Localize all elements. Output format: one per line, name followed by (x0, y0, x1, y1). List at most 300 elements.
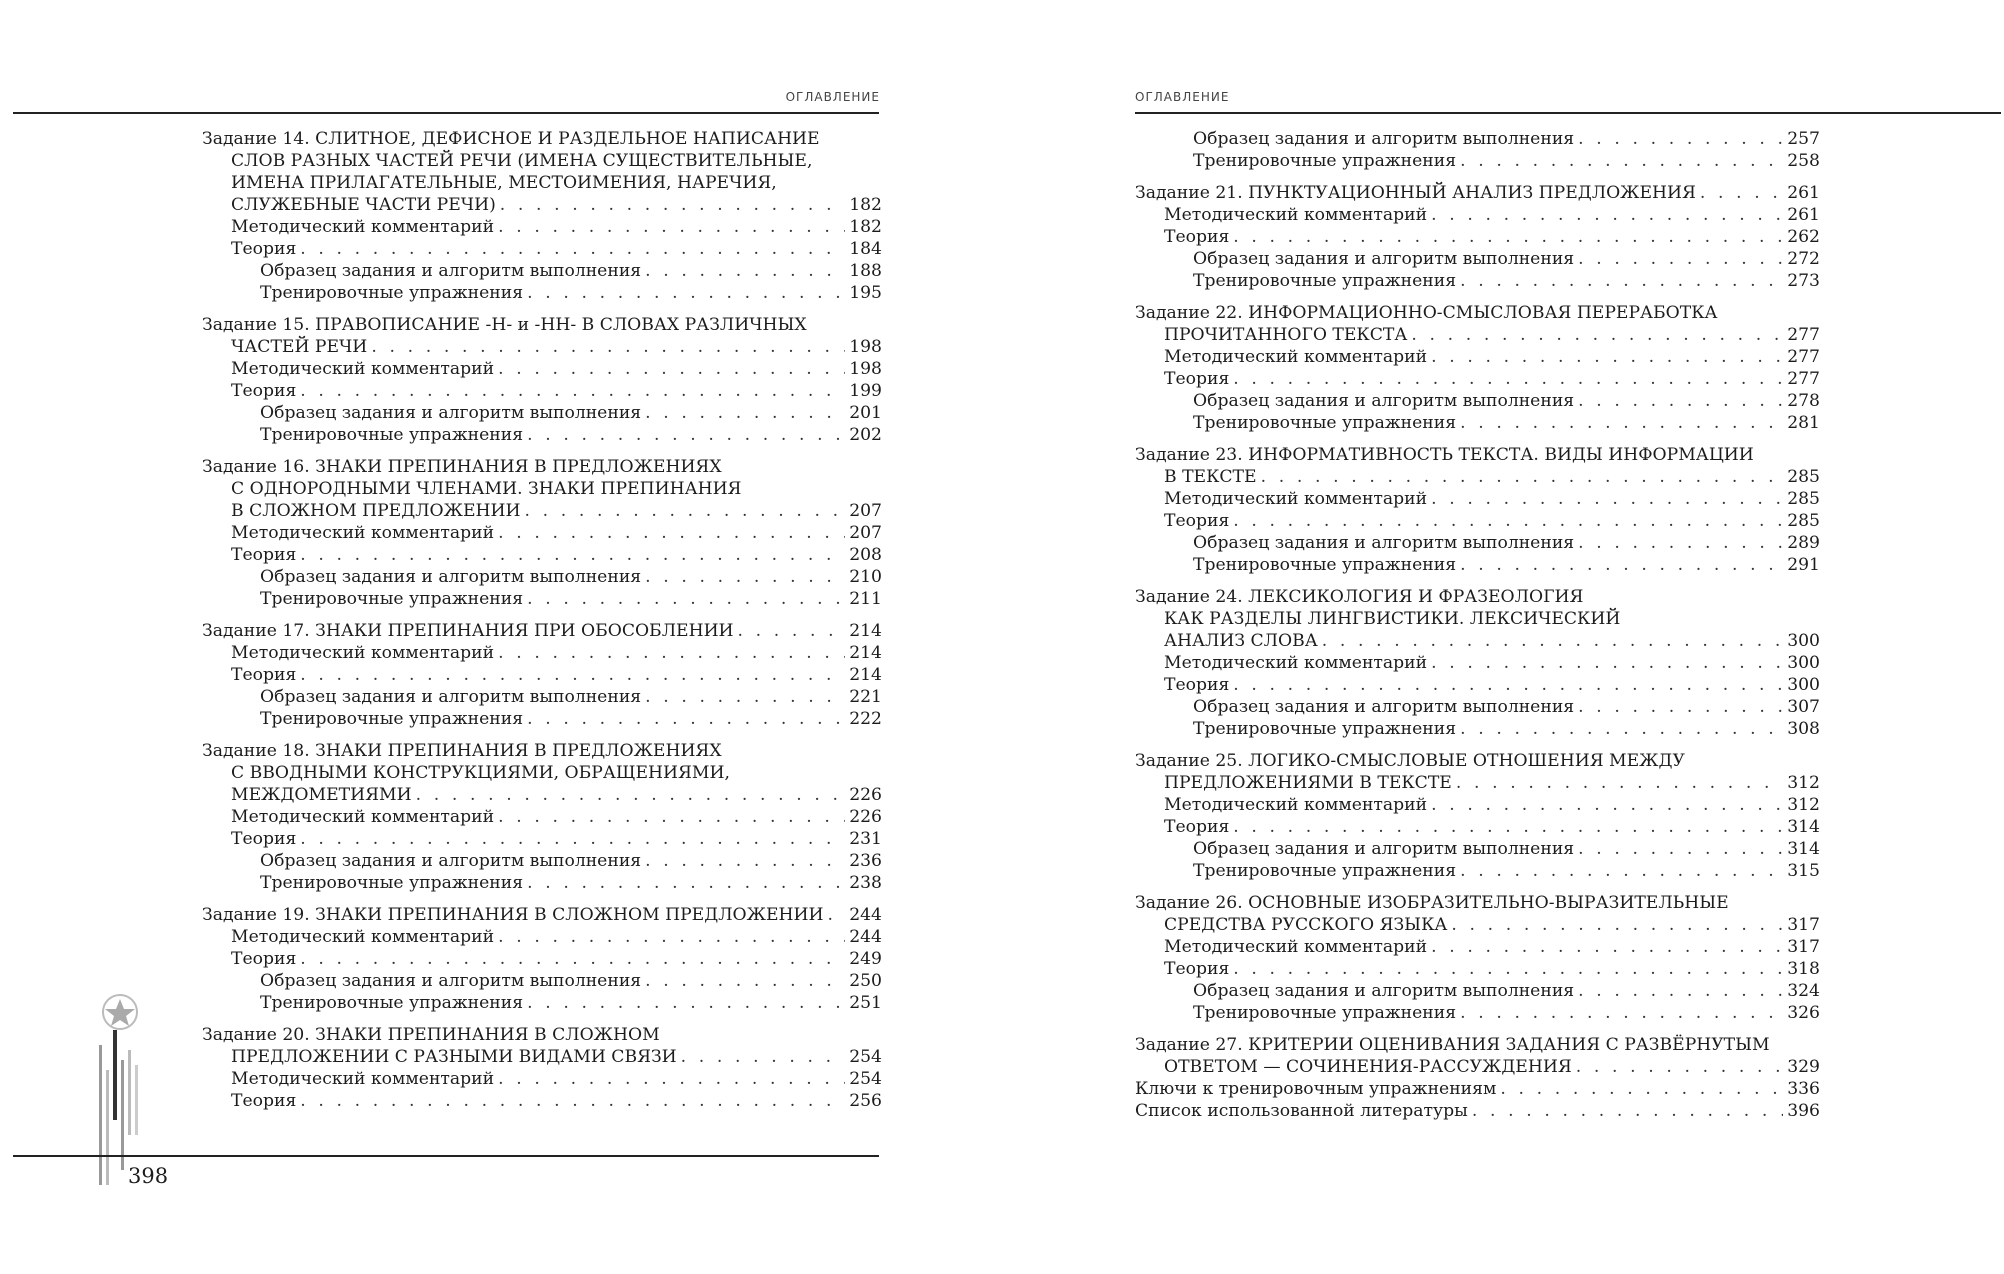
dot-leader (300, 948, 845, 970)
dot-leader (1261, 466, 1784, 488)
toc-entry-label: Задание 19. ЗНАКИ ПРЕПИНАНИЯ В СЛОЖНОМ ПРЕДЛОЖЕНИИ (202, 905, 824, 925)
toc-entry-label: С ВВОДНЫМИ КОНСТРУКЦИЯМИ, ОБРАЩЕНИЯМИ, (231, 763, 730, 783)
toc-task-entry (202, 314, 882, 446)
toc-subentry (1135, 958, 1820, 980)
dot-leader (300, 828, 845, 850)
dot-leader (1322, 630, 1783, 652)
toc-continuation (1135, 128, 1820, 172)
toc-entry-label: Образец задания и алгоритм выполнения (260, 403, 642, 423)
dot-leader (1233, 510, 1783, 532)
dot-leader (1431, 488, 1783, 510)
toc-page-number: 278 (1787, 391, 1820, 411)
toc-task-entry (1135, 1034, 1820, 1122)
dot-leader (300, 1090, 845, 1112)
toc-entry-label: ПРЕДЛОЖЕНИЯМИ В ТЕКСТЕ (1164, 773, 1452, 793)
toc-entry-label: КАК РАЗДЕЛЫ ЛИНГВИСТИКИ. ЛЕКСИЧЕСКИЙ (1164, 609, 1621, 629)
toc-entry-label: Задание 22. ИНФОРМАЦИОННО-СМЫСЛОВАЯ ПЕРЕРАБОТКА (1135, 303, 1718, 323)
dot-leader (1431, 936, 1783, 958)
toc-page-number: 249 (849, 949, 882, 969)
toc-entry-label: Методический комментарий (231, 1069, 495, 1089)
toc-task-heading-line (1135, 914, 1820, 936)
toc-task-entry (1135, 750, 1820, 882)
toc-subentry (1135, 1100, 1820, 1122)
toc-task-entry (1135, 892, 1820, 1024)
toc-page-number: 324 (1787, 981, 1820, 1001)
toc-page-number: 314 (1787, 839, 1820, 859)
toc-entry-label: ПРЕДЛОЖЕНИИ С РАЗНЫМИ ВИДАМИ СВЯЗИ (231, 1047, 677, 1067)
toc-entry-label: Методический комментарий (1164, 653, 1428, 673)
toc-subentry (202, 992, 882, 1014)
toc-entry-label: Теория (1164, 511, 1230, 531)
toc-subentry (202, 402, 882, 424)
toc-entry-label: Теория (1164, 675, 1230, 695)
toc-subentry (202, 1068, 882, 1090)
toc-entry-label: Список использованной литературы (1135, 1101, 1468, 1121)
toc-page-number: 207 (849, 523, 882, 543)
toc-subentry (202, 282, 882, 304)
toc-subentry (1135, 860, 1820, 882)
dot-leader (1578, 838, 1783, 860)
dot-leader (1233, 226, 1783, 248)
dot-leader (1576, 1056, 1783, 1078)
toc-page-number: 201 (849, 403, 882, 423)
dot-leader (1460, 150, 1783, 172)
toc-entry-label: В ТЕКСТЕ (1164, 467, 1257, 487)
toc-page-number: 285 (1787, 467, 1820, 487)
toc-page-number: 221 (849, 687, 882, 707)
toc-entry-label: Задание 16. ЗНАКИ ПРЕПИНАНИЯ В ПРЕДЛОЖЕНИЯХ (202, 457, 722, 477)
dot-leader (527, 424, 845, 446)
toc-entry-label: Образец задания и алгоритм выполнения (1193, 249, 1575, 269)
toc-entry-label: Задание 23. ИНФОРМАТИВНОСТЬ ТЕКСТА. ВИДЫ ИНФОРМАЦИИ (1135, 445, 1754, 465)
toc-entry-label: Задание 17. ЗНАКИ ПРЕПИНАНИЯ ПРИ ОБОСОБЛЕНИИ (202, 621, 734, 641)
toc-task-entry (1135, 444, 1820, 576)
toc-entry-label: Задание 26. ОСНОВНЫЕ ИЗОБРАЗИТЕЛЬНО-ВЫРАЗИТЕЛЬНЫЕ (1135, 893, 1729, 913)
toc-task-entry (1135, 182, 1820, 292)
toc-task-heading-line (1135, 302, 1820, 324)
toc-entry-label: Образец задания и алгоритм выполнения (1193, 839, 1575, 859)
toc-entry-label: Методический комментарий (231, 643, 495, 663)
toc-task-heading-line (202, 128, 882, 150)
toc-page-number: 307 (1787, 697, 1820, 717)
toc-subentry (202, 642, 882, 664)
toc-task-heading-line (202, 784, 882, 806)
dot-leader (1472, 1100, 1783, 1122)
right-page (1130, 0, 2004, 1274)
toc-subentry (1135, 794, 1820, 816)
toc-entry-label: Теория (1164, 817, 1230, 837)
toc-entry-label: Образец задания и алгоритм выполнения (260, 261, 642, 281)
toc-page-number: 198 (849, 337, 882, 357)
toc-entry-label: Теория (231, 545, 297, 565)
dot-leader (1578, 248, 1783, 270)
toc-entry-label: Образец задания и алгоритм выполнения (1193, 129, 1575, 149)
toc-page-number: 272 (1787, 249, 1820, 269)
toc-page-number: 244 (849, 905, 882, 925)
toc-page-number: 289 (1787, 533, 1820, 553)
toc-entry-label: Задание 25. ЛОГИКО-СМЫСЛОВЫЕ ОТНОШЕНИЯ МЕЖДУ (1135, 751, 1685, 771)
toc-entry-label: Методический комментарий (231, 927, 495, 947)
toc-subentry (1135, 1002, 1820, 1024)
toc-entry-label: Тренировочные упражнения (260, 425, 524, 445)
toc-subentry (1135, 150, 1820, 172)
toc-entry-label: Теория (231, 239, 297, 259)
page-number: 398 (128, 1164, 169, 1188)
toc-page-number: 258 (1787, 151, 1820, 171)
dot-leader (1578, 128, 1783, 150)
toc-entry-label: Образец задания и алгоритм выполнения (260, 567, 642, 587)
toc-entry-label: С ОДНОРОДНЫМИ ЧЛЕНАМИ. ЗНАКИ ПРЕПИНАНИЯ (231, 479, 742, 499)
toc-subentry (202, 872, 882, 894)
top-rule (1135, 112, 2001, 114)
dot-leader (1578, 532, 1783, 554)
toc-entry-label: Тренировочные упражнения (1193, 413, 1457, 433)
dot-leader (416, 784, 846, 806)
toc-subentry (202, 948, 882, 970)
toc-subentry (202, 566, 882, 588)
toc-entry-label: СЛУЖЕБНЫЕ ЧАСТИ РЕЧИ) (231, 195, 496, 215)
dot-leader (498, 1068, 845, 1090)
toc-entry-label: Тренировочные упражнения (1193, 151, 1457, 171)
toc-subentry (1135, 1078, 1820, 1100)
dot-leader (1460, 412, 1783, 434)
toc-entry-label: Теория (231, 829, 297, 849)
dot-leader (1411, 324, 1783, 346)
toc-subentry (1135, 412, 1820, 434)
toc-page-number: 317 (1787, 937, 1820, 957)
toc-subentry (202, 686, 882, 708)
toc-page-number: 211 (849, 589, 882, 609)
running-head: ОГЛАВЛЕНИЕ (785, 90, 880, 104)
toc-entry-label: Методический комментарий (231, 359, 495, 379)
dot-leader (1500, 1078, 1783, 1100)
dot-leader (498, 926, 845, 948)
toc-page-number: 312 (1787, 795, 1820, 815)
toc-subentry (202, 806, 882, 828)
toc-entry-label: ИМЕНА ПРИЛАГАТЕЛЬНЫЕ, МЕСТОИМЕНИЯ, НАРЕЧИЯ, (231, 173, 777, 193)
toc-task-heading-line (202, 478, 882, 500)
toc-entry-label: Образец задания и алгоритм выполнения (260, 851, 642, 871)
toc-subentry (1135, 390, 1820, 412)
toc-subentry (202, 850, 882, 872)
toc-page-number: 214 (849, 665, 882, 685)
toc-page-number: 208 (849, 545, 882, 565)
toc-subentry (202, 260, 882, 282)
toc-entry-label: Образец задания и алгоритм выполнения (1193, 981, 1575, 1001)
toc-task-heading-line (1135, 892, 1820, 914)
toc-page-number: 182 (849, 195, 882, 215)
toc-subentry (202, 708, 882, 730)
toc-page-number: 198 (849, 359, 882, 379)
toc-page-number: 184 (849, 239, 882, 259)
toc-page-number: 254 (849, 1069, 882, 1089)
dot-leader (300, 544, 845, 566)
toc-page-number: 285 (1787, 489, 1820, 509)
toc-subentry (1135, 838, 1820, 860)
toc-page-number: 318 (1787, 959, 1820, 979)
toc-entry-label: Методический комментарий (231, 807, 495, 827)
toc-entry-label: Тренировочные упражнения (260, 283, 524, 303)
toc-page-number: 256 (849, 1091, 882, 1111)
toc-page-number: 315 (1787, 861, 1820, 881)
toc-entry-label: Теория (1164, 369, 1230, 389)
toc-entry-label: СЛОВ РАЗНЫХ ЧАСТЕЙ РЕЧИ (ИМЕНА СУЩЕСТВИТЕЛЬНЫЕ, (231, 151, 813, 171)
toc-entry-label: Образец задания и алгоритм выполнения (260, 687, 642, 707)
toc-page-number: 182 (849, 217, 882, 237)
dot-leader (738, 620, 846, 642)
dot-leader (498, 358, 845, 380)
toc-page-number: 308 (1787, 719, 1820, 739)
toc-entry-label: Задание 15. ПРАВОПИСАНИЕ -Н- и -НН- В СЛОВАХ РАЗЛИЧНЫХ (202, 315, 807, 335)
toc-entry-label: Тренировочные упражнения (1193, 271, 1457, 291)
toc-subentry (202, 544, 882, 566)
toc-page-number: 226 (849, 807, 882, 827)
dot-leader (500, 194, 845, 216)
dot-leader (527, 708, 845, 730)
toc-entry-label: Методический комментарий (1164, 795, 1428, 815)
dot-leader (300, 238, 845, 260)
dot-leader (1431, 652, 1783, 674)
toc-task-heading-line (1135, 630, 1820, 652)
toc-entry-label: Методический комментарий (1164, 937, 1428, 957)
toc-entry-label: Тренировочные упражнения (1193, 555, 1457, 575)
toc-page-number: 195 (849, 283, 882, 303)
dot-leader (1578, 980, 1783, 1002)
toc-entry-label: Теория (1164, 227, 1230, 247)
toc-page-number: 326 (1787, 1003, 1820, 1023)
dot-leader (645, 260, 845, 282)
toc-task-heading-line (202, 1046, 882, 1068)
toc-entry-label: Образец задания и алгоритм выполнения (1193, 391, 1575, 411)
emblem-icon (95, 990, 145, 1190)
toc-subentry (202, 424, 882, 446)
toc-entry-label: ОТВЕТОМ — СОЧИНЕНИЯ-РАССУЖДЕНИЯ (1164, 1057, 1572, 1077)
toc-page-number: 226 (849, 785, 882, 805)
toc-task-entry (202, 620, 882, 730)
toc-entry-label: МЕЖДОМЕТИЯМИ (231, 785, 412, 805)
toc-task-heading-line (202, 1024, 882, 1046)
toc-task-heading-line (202, 194, 882, 216)
toc-entry-label: Тренировочные упражнения (1193, 861, 1457, 881)
toc-subentry (202, 828, 882, 850)
toc-page-number: 257 (1787, 129, 1820, 149)
toc-task-heading-line (202, 336, 882, 358)
table-of-contents (1135, 128, 1820, 1132)
toc-subentry (1135, 226, 1820, 248)
toc-task-heading-line (202, 762, 882, 784)
toc-task-heading-line (202, 314, 882, 336)
dot-leader (498, 806, 845, 828)
toc-page-number: 317 (1787, 915, 1820, 935)
toc-entry-label: Методический комментарий (1164, 205, 1428, 225)
toc-page-number: 188 (849, 261, 882, 281)
dot-leader (1233, 958, 1783, 980)
toc-page-number: 314 (1787, 817, 1820, 837)
dot-leader (1578, 390, 1783, 412)
toc-entry-label: Задание 20. ЗНАКИ ПРЕПИНАНИЯ В СЛОЖНОМ (202, 1025, 660, 1045)
left-page (0, 0, 890, 1274)
toc-subentry (1135, 696, 1820, 718)
toc-task-heading-line (1135, 750, 1820, 772)
toc-page-number: 250 (849, 971, 882, 991)
toc-page-number: 231 (849, 829, 882, 849)
toc-entry-label: Тренировочные упражнения (260, 993, 524, 1013)
dot-leader (1431, 346, 1783, 368)
toc-entry-label: Образец задания и алгоритм выполнения (260, 971, 642, 991)
toc-subentry (1135, 248, 1820, 270)
dot-leader (1700, 182, 1783, 204)
dot-leader (1578, 696, 1783, 718)
toc-page-number: 277 (1787, 325, 1820, 345)
toc-task-heading-line (1135, 444, 1820, 466)
dot-leader (1233, 368, 1783, 390)
toc-entry-label: Теория (1164, 959, 1230, 979)
dot-leader (1456, 772, 1783, 794)
toc-task-entry (202, 1024, 882, 1112)
toc-entry-label: Образец задания и алгоритм выполнения (1193, 533, 1575, 553)
dot-leader (645, 850, 845, 872)
toc-task-heading-line (1135, 608, 1820, 630)
toc-subentry (202, 358, 882, 380)
toc-subentry (1135, 652, 1820, 674)
toc-page-number: 244 (849, 927, 882, 947)
toc-task-heading-line (1135, 466, 1820, 488)
toc-subentry (202, 522, 882, 544)
dot-leader (300, 664, 845, 686)
toc-page-number: 210 (849, 567, 882, 587)
toc-task-entry (1135, 302, 1820, 434)
toc-task-entry (202, 128, 882, 304)
dot-leader (1460, 860, 1783, 882)
dot-leader (524, 500, 845, 522)
toc-entry-label: ПРОЧИТАННОГО ТЕКСТА (1164, 325, 1408, 345)
dot-leader (1233, 674, 1783, 696)
toc-page-number: 312 (1787, 773, 1820, 793)
toc-page-number: 285 (1787, 511, 1820, 531)
toc-task-entry (202, 456, 882, 610)
toc-page-number: 273 (1787, 271, 1820, 291)
toc-subentry (1135, 532, 1820, 554)
dot-leader (645, 970, 845, 992)
toc-page-number: 277 (1787, 369, 1820, 389)
toc-entry-label: Тренировочные упражнения (260, 709, 524, 729)
toc-subentry (1135, 674, 1820, 696)
toc-task-heading-line (1135, 1034, 1820, 1056)
toc-subentry (202, 588, 882, 610)
dot-leader (527, 992, 845, 1014)
toc-entry-label: Методический комментарий (231, 523, 495, 543)
toc-entry-label: Методический комментарий (1164, 489, 1428, 509)
toc-page-number: 291 (1787, 555, 1820, 575)
dot-leader (1451, 914, 1783, 936)
toc-subentry (202, 970, 882, 992)
toc-page-number: 214 (849, 643, 882, 663)
toc-task-heading-line (202, 740, 882, 762)
dot-leader (1233, 816, 1783, 838)
toc-page-number: 214 (849, 621, 882, 641)
toc-page-number: 238 (849, 873, 882, 893)
toc-task-entry (1135, 586, 1820, 740)
toc-task-heading-line (1135, 772, 1820, 794)
top-rule (13, 112, 879, 114)
toc-page-number: 202 (849, 425, 882, 445)
dot-leader (1431, 204, 1783, 226)
dot-leader (1431, 794, 1783, 816)
toc-subentry (202, 1090, 882, 1112)
toc-subentry (202, 664, 882, 686)
toc-page-number: 396 (1787, 1101, 1820, 1121)
dot-leader (498, 216, 845, 238)
toc-entry-label: Задание 14. СЛИТНОЕ, ДЕФИСНОЕ И РАЗДЕЛЬНОЕ НАПИСАНИЕ (202, 129, 820, 149)
toc-page-number: 199 (849, 381, 882, 401)
toc-task-heading-line (202, 150, 882, 172)
toc-subentry (202, 216, 882, 238)
dot-leader (645, 566, 845, 588)
toc-subentry (1135, 270, 1820, 292)
dot-leader (827, 904, 845, 926)
toc-subentry (1135, 510, 1820, 532)
toc-task-heading-line (1135, 324, 1820, 346)
toc-entry-label: Тренировочные упражнения (260, 589, 524, 609)
toc-task-heading-line (1135, 182, 1820, 204)
dot-leader (527, 872, 845, 894)
toc-entry-label: Ключи к тренировочным упражнениям (1135, 1079, 1497, 1099)
toc-subentry (1135, 346, 1820, 368)
toc-entry-label: Теория (231, 1091, 297, 1111)
toc-page-number: 300 (1787, 631, 1820, 651)
dot-leader (527, 588, 845, 610)
toc-subentry (202, 926, 882, 948)
toc-subentry (1135, 718, 1820, 740)
running-head: ОГЛАВЛЕНИЕ (1135, 90, 1230, 104)
toc-page-number: 277 (1787, 347, 1820, 367)
toc-subentry (202, 380, 882, 402)
dot-leader (1460, 1002, 1783, 1024)
toc-task-heading-line (1135, 1056, 1820, 1078)
toc-entry-label: Теория (231, 949, 297, 969)
toc-task-heading-line (202, 620, 882, 642)
dot-leader (498, 642, 845, 664)
toc-subentry (1135, 554, 1820, 576)
dot-leader (1460, 554, 1783, 576)
toc-entry-label: Методический комментарий (1164, 347, 1428, 367)
toc-task-heading-line (1135, 586, 1820, 608)
toc-page-number: 336 (1787, 1079, 1820, 1099)
dot-leader (371, 336, 845, 358)
dot-leader (498, 522, 845, 544)
toc-entry-label: Методический комментарий (231, 217, 495, 237)
dot-leader (1460, 270, 1783, 292)
toc-entry-label: Тренировочные упражнения (1193, 1003, 1457, 1023)
toc-task-heading-line (202, 904, 882, 926)
table-of-contents (202, 128, 882, 1122)
dot-leader (300, 380, 845, 402)
bottom-rule (13, 1155, 879, 1157)
toc-page-number: 207 (849, 501, 882, 521)
toc-page-number: 236 (849, 851, 882, 871)
toc-subentry (1135, 936, 1820, 958)
dot-leader (1460, 718, 1783, 740)
toc-entry-label: Тренировочные упражнения (260, 873, 524, 893)
toc-page-number: 254 (849, 1047, 882, 1067)
toc-page-number: 329 (1787, 1057, 1820, 1077)
toc-page-number: 300 (1787, 653, 1820, 673)
toc-subentry (1135, 816, 1820, 838)
toc-task-heading-line (202, 172, 882, 194)
dot-leader (527, 282, 845, 304)
toc-task-heading-line (202, 500, 882, 522)
toc-page-number: 222 (849, 709, 882, 729)
